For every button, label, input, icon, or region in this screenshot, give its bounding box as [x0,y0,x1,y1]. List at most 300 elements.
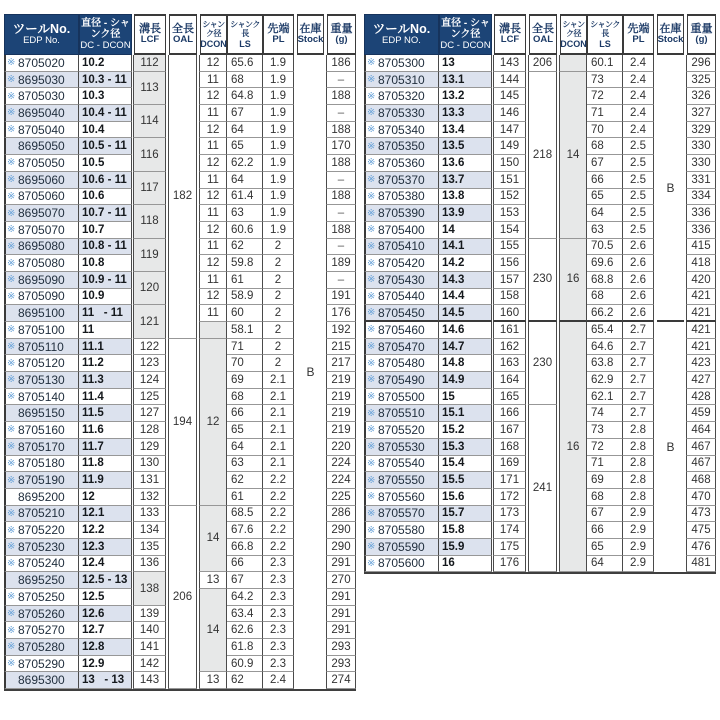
ls-cell: 65 [227,138,263,155]
edp-cell [4,622,79,639]
weight-cell: 188 [326,155,356,172]
header-label-jp: 在庫 [299,22,322,35]
lcf-cell: 172 [493,489,526,506]
lcf-cell: 118 [133,205,166,238]
weight-cell: 291 [326,622,356,639]
lcf-cell: 175 [493,539,526,556]
edp-cell [4,88,79,105]
header-dc-dcon [439,14,492,55]
pl-cell: 2.6 [623,289,654,306]
ls-cell: 68 [227,389,263,406]
reference-mark: ※ [367,324,376,336]
dc-cell: 11.9 [79,472,132,489]
reference-mark: ※ [7,90,16,102]
lcf-cell: 129 [133,439,166,456]
pl-cell: 2.1 [263,405,294,422]
edp-number: 8705340 [378,122,425,137]
dc-cell: 12.4 [79,556,132,573]
dcon-cell: 11 [199,305,227,322]
weight-cell: 293 [326,639,356,656]
ls-cell: 67.6 [227,522,263,539]
pl-cell: 2.9 [623,522,654,539]
edp-number: 8705360 [378,155,425,170]
dc-cell: 15.3 [439,439,492,456]
dc-cell: 12.3 [79,539,132,556]
edp-cell [4,339,79,356]
edp-cell [4,322,79,339]
lcf-cell: 163 [493,355,526,372]
lcf-cell: 156 [493,255,526,272]
pl-cell: 2 [263,322,294,339]
ls-cell: 63 [587,222,623,239]
pl-cell: 2.7 [623,322,654,339]
pl-cell: 2.6 [623,255,654,272]
pl-cell: 2.3 [263,639,294,656]
weight-cell: 291 [326,606,356,623]
lcf-cell: 134 [133,522,166,539]
weight-cell: 217 [326,355,356,372]
header-label-jp: シャンク径 [202,20,225,39]
lcf-cell: 158 [493,289,526,306]
ls-cell: 62.6 [227,622,263,639]
ls-cell: 60.9 [227,656,263,673]
weight-cell: 421 [686,322,716,339]
reference-mark: ※ [7,224,16,236]
lcf-cell: 131 [133,472,166,489]
lcf-cell: 146 [493,105,526,122]
weight-cell: 170 [326,138,356,155]
weight-cell: 224 [326,456,356,473]
weight-cell: 418 [686,255,716,272]
edp-number: 8705300 [378,55,425,70]
lcf-cell: 150 [493,155,526,172]
edp-number: 8705450 [378,305,425,320]
ls-cell: 60.1 [587,55,623,72]
header-label-en: DCON [560,38,587,49]
lcf-cell: 121 [133,305,166,338]
lcf-cell: 117 [133,172,166,205]
edp-number: 8695080 [18,239,65,254]
pl-cell: 2.1 [263,372,294,389]
header-dcon [560,14,587,55]
header-label-en: (g) [335,34,348,46]
pl-cell: 2.7 [623,405,654,422]
weight-cell: – [326,239,356,256]
pl-cell: 1.9 [263,72,294,89]
pl-cell: 2.4 [623,122,654,139]
weight-cell: 219 [326,389,356,406]
pl-cell: 2.5 [623,138,654,155]
header-label-jp: 全長 [532,22,554,35]
pl-cell: 2.9 [623,539,654,556]
weight-cell: 220 [326,439,356,456]
pl-cell: 2.3 [263,606,294,623]
pl-cell: 1.9 [263,155,294,172]
pl-cell: 2 [263,339,294,356]
dc-cell: 13.3 [439,105,492,122]
oal-cell: 218 [528,72,557,239]
edp-number: 8705510 [378,406,425,421]
dcon-cell: 13 [199,672,227,689]
weight-cell: 334 [686,189,716,206]
weight-cell: 219 [326,422,356,439]
header-label-jp: 先端 [267,22,290,35]
reference-mark: ※ [367,90,376,102]
ls-cell: 65 [587,539,623,556]
edp-cell [4,489,79,506]
pl-cell: 1.9 [263,122,294,139]
pl-cell: 2.4 [263,672,294,689]
ls-cell: 66 [227,405,263,422]
header-label-jp: 先端 [627,22,650,35]
oal-cell: 241 [528,405,557,572]
ls-cell: 64 [587,205,623,222]
dc-cell: 11.8 [79,456,132,473]
edp-cell [4,405,79,422]
pl-cell: 2.7 [623,372,654,389]
weight-cell: 421 [686,339,716,356]
edp-number: 8705550 [378,473,425,488]
reference-mark: ※ [7,374,16,386]
reference-mark: ※ [7,357,16,369]
reference-mark: ※ [7,524,16,536]
dc-cell: 13.2 [439,88,492,105]
ls-cell: 66 [227,556,263,573]
edp-cell [4,456,79,473]
oal-cell: 230 [528,239,557,322]
reference-mark: ※ [367,240,376,252]
lcf-cell: 152 [493,189,526,206]
dc-cell: 14.2 [439,255,492,272]
header-label-jp: ツールNo. [372,21,431,36]
dcon-cell: 12 [199,122,227,139]
ls-cell: 64 [227,439,263,456]
ls-cell: 63.8 [587,355,623,372]
edp-cell [4,589,79,606]
edp-number: 8705040 [18,122,65,137]
edp-number: 8705020 [18,55,65,70]
reference-mark: ※ [7,557,16,569]
header-label-jp: シャンク径 [562,20,585,39]
pl-cell: 2.2 [263,522,294,539]
edp-number: 8705270 [18,623,65,638]
lcf-cell: 147 [493,122,526,139]
pl-cell: 1.9 [263,55,294,72]
edp-cell [364,88,439,105]
ls-cell: 68 [227,72,263,89]
ls-cell: 69.6 [587,255,623,272]
reference-mark: ※ [7,290,16,302]
dc-cell: 14 [439,222,492,239]
weight-cell: 467 [686,439,716,456]
pl-cell: 2 [263,289,294,306]
dcon-cell: 12 [199,339,227,506]
edp-cell [364,55,439,72]
edp-number: 8705220 [18,523,65,538]
weight-cell: 176 [326,305,356,322]
edp-cell [364,389,439,406]
edp-number: 8705500 [378,389,425,404]
ls-cell: 64.8 [227,88,263,105]
edp-cell [4,189,79,206]
lcf-cell: 166 [493,405,526,422]
edp-cell [364,556,439,573]
header-label-jp: 直径 - シャンク径 [81,17,130,41]
edp-cell [4,672,79,689]
pl-cell: 2.3 [263,656,294,673]
reference-mark: ※ [367,207,376,219]
dc-cell: 11 [79,322,132,339]
pl-cell: 2.2 [263,506,294,523]
edp-number: 8705530 [378,439,425,454]
lcf-cell: 139 [133,606,166,623]
edp-number: 8705170 [18,439,65,454]
stock-cell: B [657,55,684,322]
weight-cell: 427 [686,372,716,389]
dc-cell: 15.6 [439,489,492,506]
edp-cell [364,155,439,172]
pl-cell: 2.6 [623,272,654,289]
lcf-cell: 145 [493,88,526,105]
header-lcf [494,14,526,55]
pl-cell: 2.7 [623,355,654,372]
edp-cell [4,355,79,372]
lcf-cell: 124 [133,372,166,389]
edp-number: 8705390 [378,206,425,221]
edp-number: 8705320 [378,89,425,104]
ls-cell: 62.9 [587,372,623,389]
dc-cell: 13.8 [439,189,492,206]
ls-cell: 66 [587,172,623,189]
edp-cell [364,405,439,422]
dc-cell: 13.1 [439,72,492,89]
edp-number: 8695060 [18,172,65,187]
header-label-en: DC - DCON [80,39,131,51]
edp-number: 8705520 [378,422,425,437]
weight-cell: 475 [686,522,716,539]
header--g- [687,14,716,55]
lcf-cell: 141 [133,639,166,656]
weight-cell: 225 [326,489,356,506]
dcon-cell: 16 [559,322,587,572]
dcon-cell: 16 [559,239,587,322]
pl-cell: 2.8 [623,472,654,489]
weight-cell: 291 [326,556,356,573]
lcf-cell: 151 [493,172,526,189]
edp-number: 8705240 [18,556,65,571]
reference-mark: ※ [7,608,16,620]
edp-cell [4,55,79,72]
header-label-jp: シャンク長 [230,20,260,39]
dc-cell: 15.1 [439,405,492,422]
weight-cell: 421 [686,289,716,306]
header-dc-dcon [79,14,132,55]
pl-cell: 2.1 [263,389,294,406]
reference-mark: ※ [367,474,376,486]
dc-cell: 10.5 - 11 [79,138,132,155]
dcon-cell: 11 [199,205,227,222]
edp-number: 8705590 [378,539,425,554]
edp-number: 8695050 [18,139,65,154]
dc-cell: 10.5 [79,155,132,172]
ls-cell: 67 [587,506,623,523]
lcf-cell: 114 [133,105,166,138]
dcon-cell: 12 [199,189,227,206]
edp-number: 8695300 [18,673,65,688]
oal-cell: 206 [528,55,557,72]
dc-cell: 12.5 [79,589,132,606]
edp-cell [364,189,439,206]
header-label-en: OAL [172,34,194,46]
pl-cell: 2.7 [623,339,654,356]
edp-number: 8695030 [18,72,65,87]
ls-cell: 72 [587,439,623,456]
ls-cell: 64 [227,122,263,139]
weight-cell: 428 [686,389,716,406]
pl-cell: 2.4 [623,72,654,89]
pl-cell: 2.4 [623,55,654,72]
reference-mark: ※ [367,407,376,419]
weight-cell: 473 [686,506,716,523]
dcon-cell [559,55,587,72]
lcf-cell: 127 [133,405,166,422]
edp-number: 8705070 [18,222,65,237]
edp-number: 8705130 [18,372,65,387]
reference-mark: ※ [367,190,376,202]
weight-cell: 331 [686,172,716,189]
weight-cell: 290 [326,522,356,539]
header-label-en: OAL [532,34,554,46]
dc-cell: 10.4 - 11 [79,105,132,122]
header-dcon [200,14,227,55]
pl-cell: 2.3 [263,556,294,573]
pl-cell: 2.1 [263,456,294,473]
reference-mark: ※ [7,240,16,252]
lcf-cell: 143 [493,55,526,72]
header-label-jp: 全長 [172,22,194,35]
pl-cell: 2.1 [263,422,294,439]
pl-cell: 2.2 [263,539,294,556]
pl-cell: 1.9 [263,189,294,206]
ls-cell: 60.6 [227,222,263,239]
pl-cell: 2.5 [623,205,654,222]
pl-cell: 1.9 [263,172,294,189]
dc-cell: 14.1 [439,239,492,256]
edp-cell [4,372,79,389]
edp-number: 8705420 [378,256,425,271]
edp-cell [364,205,439,222]
dc-cell: 13.7 [439,172,492,189]
ls-cell: 65.4 [587,322,623,339]
lcf-cell: 167 [493,422,526,439]
oal-cell: 206 [168,506,197,690]
ls-cell: 62 [227,472,263,489]
weight-cell: 467 [686,456,716,473]
dc-cell: 14.8 [439,355,492,372]
reference-mark: ※ [7,457,16,469]
lcf-cell: 168 [493,439,526,456]
dc-cell: 11.3 [79,372,132,389]
ls-cell: 63.4 [227,606,263,623]
ls-cell: 68 [587,489,623,506]
dc-cell: 13.4 [439,122,492,139]
reference-mark: ※ [367,274,376,286]
edp-cell [364,522,439,539]
dc-cell: 11.1 [79,339,132,356]
edp-cell [364,122,439,139]
ls-cell: 70 [587,122,623,139]
reference-mark: ※ [7,341,16,353]
ls-cell: 58.9 [227,289,263,306]
ls-cell: 70 [227,355,263,372]
dcon-cell: 12 [199,255,227,272]
edp-number: 8695100 [18,306,65,321]
lcf-cell: 119 [133,239,166,272]
weight-cell: 274 [326,672,356,689]
header-label-en: EDP No. [23,35,60,47]
edp-cell [364,222,439,239]
edp-cell [4,305,79,322]
header-label-en: Stock [657,34,684,46]
header-label-jp: 溝長 [139,22,161,35]
lcf-cell: 130 [133,456,166,473]
edp-number: 8705250 [18,589,65,604]
edp-cell [4,606,79,623]
ls-cell: 68 [587,289,623,306]
weight-cell: 476 [686,539,716,556]
weight-cell: – [326,272,356,289]
dc-cell: 12.6 [79,606,132,623]
lcf-cell: 153 [493,205,526,222]
lcf-cell: 144 [493,72,526,89]
ls-cell: 67 [227,105,263,122]
edp-number: 8705180 [18,456,65,471]
pl-cell: 2.2 [263,472,294,489]
weight-cell: 336 [686,222,716,239]
ls-cell: 68.5 [227,506,263,523]
reference-mark: ※ [367,341,376,353]
reference-mark: ※ [7,124,16,136]
ls-cell: 65.6 [227,55,263,72]
lcf-cell: 112 [133,55,166,72]
pl-cell: 2.3 [263,622,294,639]
ls-cell: 63 [227,456,263,473]
weight-cell: – [326,205,356,222]
header-label-jp: 重量 [330,22,353,35]
weight-cell: 459 [686,405,716,422]
reference-mark: ※ [7,190,16,202]
ls-cell: 63 [227,205,263,222]
edp-number: 8705350 [378,139,425,154]
dc-cell: 12.5 - 13 [79,572,132,589]
pl-cell: 2.5 [623,189,654,206]
edp-number: 8705440 [378,289,425,304]
dcon-cell: 11 [199,138,227,155]
dc-cell: 10.2 [79,55,132,72]
ls-cell: 66.8 [227,539,263,556]
dc-cell: 10.3 - 11 [79,72,132,89]
edp-number: 8705560 [378,489,425,504]
dcon-cell: 14 [199,589,227,672]
lcf-cell: 116 [133,138,166,171]
dc-cell: 11.4 [79,389,132,406]
dc-cell: 13 [439,55,492,72]
reference-mark: ※ [367,57,376,69]
dc-cell: 12 [79,489,132,506]
lcf-cell: 123 [133,355,166,372]
dc-cell: 15.9 [439,539,492,556]
reference-mark: ※ [367,307,376,319]
